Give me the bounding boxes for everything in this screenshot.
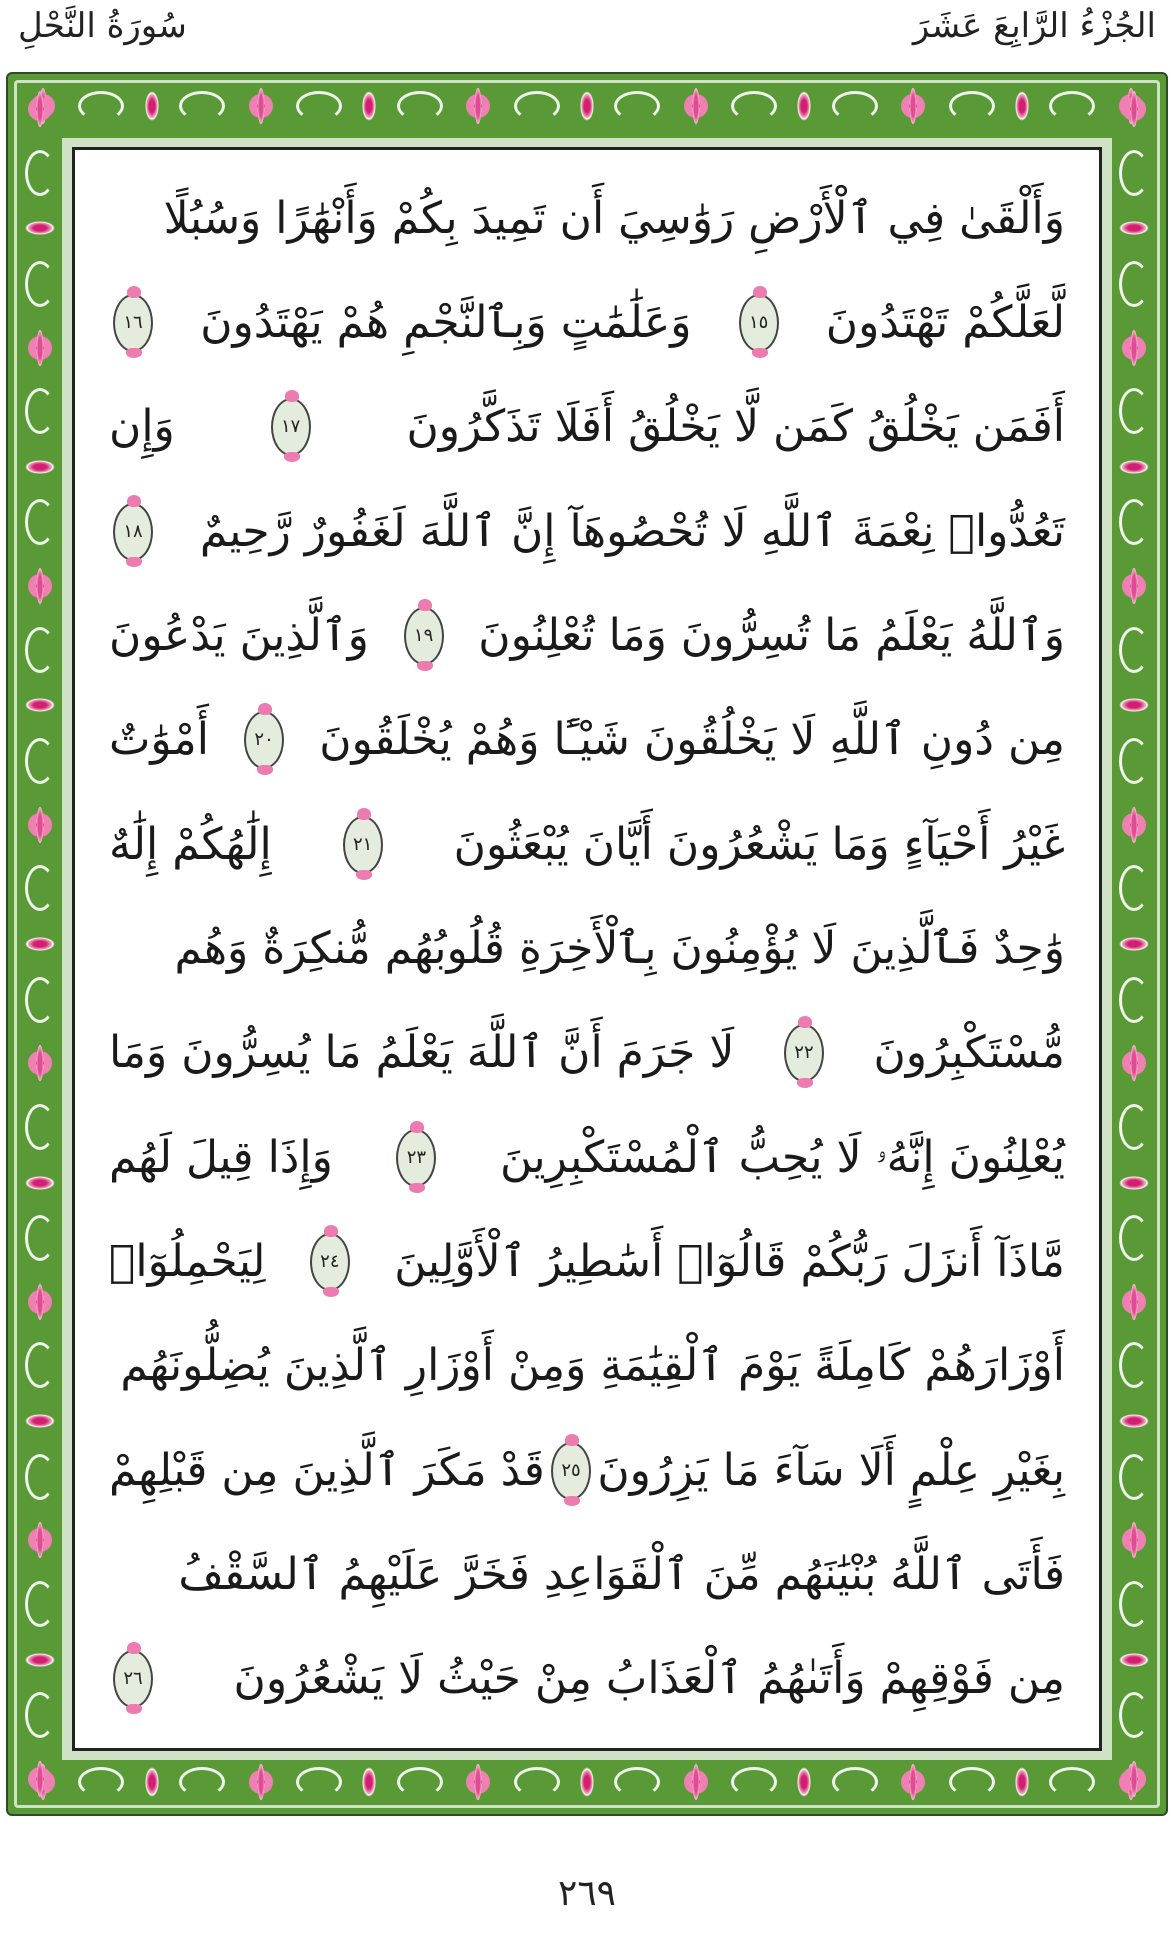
flower-icon (1119, 571, 1149, 601)
swirl-icon (949, 91, 995, 121)
bud-icon (145, 1767, 159, 1797)
swirl-icon (25, 865, 55, 911)
swirl-icon (1119, 738, 1149, 784)
swirl-icon (1119, 150, 1149, 196)
flower-icon (1119, 1287, 1149, 1317)
flower-icon (1119, 1764, 1149, 1794)
swirl-icon (614, 1767, 660, 1797)
ayah-number-marker: ١٦ (113, 294, 153, 352)
verse-text: لِيَحْمِلُوٓا۟ (109, 1235, 266, 1287)
swirl-icon (1049, 1767, 1095, 1797)
ayah-number-marker: ٢١ (343, 816, 383, 874)
bud-icon (1119, 1653, 1149, 1667)
bud-icon (1119, 460, 1149, 474)
verse-text: وَٰحِدٌ فَٱلَّذِينَ لَا يُؤْمِنُونَ بِٱلْأَخِرَةِ قُلُوبُهُم مُّنكِرَةٌ وَهُم (174, 922, 1065, 974)
ayah-number-marker: ٢٦ (113, 1650, 153, 1708)
bud-icon (1119, 937, 1149, 951)
ayah-number-marker: ٢٢ (784, 1024, 824, 1082)
swirl-icon (614, 91, 660, 121)
swirl-icon (397, 1767, 443, 1797)
flower-icon (1119, 333, 1149, 363)
swirl-icon (296, 1767, 342, 1797)
border-ornaments-top (28, 76, 1146, 136)
verse-text: لَّعَلَّكُمْ تَهْتَدُونَ (825, 296, 1065, 348)
verse-text: وَإِذَا قِيلَ لَهُم (109, 1131, 333, 1183)
ayah-number-marker: ١٥ (739, 294, 779, 352)
page-number: ٢٦٩ (557, 1873, 616, 1914)
swirl-icon (1119, 388, 1149, 434)
bud-icon (580, 1767, 594, 1797)
flower-icon (25, 1287, 55, 1317)
verse-line (109, 1422, 1065, 1519)
swirl-icon (1119, 1215, 1149, 1261)
bud-icon (25, 1653, 55, 1667)
swirl-icon (78, 91, 124, 121)
flower-icon (25, 1048, 55, 1078)
bud-icon (1119, 221, 1149, 235)
verse-line (109, 170, 1065, 267)
verse-line (109, 1318, 1065, 1415)
bud-icon (1119, 1414, 1149, 1428)
bud-icon (362, 1767, 376, 1797)
bud-icon (25, 1414, 55, 1428)
verse-text: وَإِن (109, 401, 175, 453)
verse-text: وَٱللَّهُ يَعْلَمُ مَا تُسِرُّونَ وَمَا تُعْلِنُونَ (478, 609, 1065, 661)
verse-text: وَعَلَٰمَٰتٍ وَبِٱلنَّجْمِ هُمْ يَهْتَدُونَ (200, 296, 692, 348)
swirl-icon (1119, 865, 1149, 911)
verse-text: أَوْزَارَهُمْ كَامِلَةً يَوْمَ ٱلْقِيَٰمَةِ وَمِنْ أَوْزَارِ ٱلَّذِينَ يُضِلُّونَهُم (120, 1340, 1065, 1392)
swirl-icon (296, 91, 342, 121)
border-ornaments-right (1104, 94, 1164, 1794)
flower-icon (681, 1767, 711, 1797)
swirl-icon (1119, 1581, 1149, 1627)
flower-icon (898, 91, 928, 121)
verse-line (109, 1213, 1065, 1310)
flower-icon (898, 1767, 928, 1797)
swirl-icon (25, 977, 55, 1023)
bud-icon (1015, 91, 1029, 121)
verse-text: بِغَيْرِ عِلْمٍ أَلَا سَآءَ مَا يَزِرُونَ (597, 1444, 1065, 1496)
swirl-icon (731, 91, 777, 121)
flower-icon (25, 1764, 55, 1794)
ayah-number-marker: ٢٤ (310, 1233, 350, 1291)
ayah-number-marker: ١٨ (113, 503, 153, 561)
swirl-icon (1119, 1104, 1149, 1150)
swirl-icon (1119, 261, 1149, 307)
swirl-icon (1119, 499, 1149, 545)
swirl-icon (25, 1454, 55, 1500)
swirl-icon (179, 91, 225, 121)
flower-icon (463, 91, 493, 121)
swirl-icon (25, 1342, 55, 1388)
swirl-icon (1119, 1454, 1149, 1500)
bud-icon (362, 91, 376, 121)
swirl-icon (25, 1692, 55, 1738)
swirl-icon (179, 1767, 225, 1797)
swirl-icon (514, 91, 560, 121)
verse-text: يُعْلِنُونَ إِنَّهُۥ لَا يُحِبُّ ٱلْمُسْتَكْبِرِينَ (499, 1131, 1065, 1183)
swirl-icon (832, 91, 878, 121)
swirl-icon (25, 627, 55, 673)
bud-icon (1015, 1767, 1029, 1797)
swirl-icon (25, 1104, 55, 1150)
flower-icon (1119, 1048, 1149, 1078)
verse-text: لَا جَرَمَ أَنَّ ٱللَّهَ يَعْلَمُ مَا يُسِرُّونَ وَمَا (109, 1027, 735, 1079)
swirl-icon (25, 499, 55, 545)
swirl-icon (949, 1767, 995, 1797)
swirl-icon (1119, 977, 1149, 1023)
verse-line (109, 274, 1065, 371)
flower-icon (25, 333, 55, 363)
verse-text: وَأَلْقَىٰ فِي ٱلْأَرْضِ رَوَٰسِيَ أَن تَمِيدَ بِكُمْ وَأَنْهَٰرًا وَسُبُلًا (163, 192, 1065, 244)
verse-text: أَمْوَٰتٌ (109, 714, 209, 766)
bud-icon (797, 1767, 811, 1797)
flower-icon (1119, 1525, 1149, 1555)
verse-text: غَيْرُ أَحْيَآءٍ وَمَا يَشْعُرُونَ أَيَّانَ يُبْعَثُونَ (453, 818, 1065, 870)
ayah-number-marker: ٢٣ (396, 1129, 436, 1187)
bud-icon (580, 91, 594, 121)
bud-icon (25, 221, 55, 235)
flower-icon (1119, 810, 1149, 840)
bud-icon (1119, 698, 1149, 712)
verse-line (109, 587, 1065, 684)
swirl-icon (731, 1767, 777, 1797)
ayah-number-marker: ١٧ (271, 398, 311, 456)
swirl-icon (25, 261, 55, 307)
verse-line (109, 1005, 1065, 1102)
flower-icon (681, 91, 711, 121)
verse-text: فَأَتَى ٱللَّهُ بُنْيَٰنَهُم مِّنَ ٱلْقَوَاعِدِ فَخَرَّ عَلَيْهِمُ ٱلسَّقْفُ (178, 1548, 1065, 1600)
verse-line (109, 379, 1065, 476)
verse-line (109, 900, 1065, 997)
bud-icon (25, 937, 55, 951)
verse-line (109, 1526, 1065, 1623)
swirl-icon (397, 91, 443, 121)
bud-icon (25, 1176, 55, 1190)
flower-icon (25, 571, 55, 601)
swirl-icon (1049, 91, 1095, 121)
border-ornaments-bottom (28, 1752, 1146, 1812)
flower-icon (1119, 94, 1149, 124)
ayah-number-marker: ٢٠ (244, 711, 284, 769)
text-panel (72, 147, 1102, 1751)
verse-line (109, 1109, 1065, 1206)
swirl-icon (514, 1767, 560, 1797)
border-ornaments-left (10, 94, 70, 1794)
verse-lines (75, 170, 1099, 1728)
verse-line (109, 796, 1065, 893)
swirl-icon (832, 1767, 878, 1797)
verse-text: مِن فَوْقِهِمْ وَأَتَىٰهُمُ ٱلْعَذَابُ مِنْ حَيْثُ لَا يَشْعُرُونَ (233, 1653, 1065, 1705)
verse-text: وَٱلَّذِينَ يَدْعُونَ (109, 609, 369, 661)
flower-icon (25, 1525, 55, 1555)
swirl-icon (25, 738, 55, 784)
swirl-icon (1119, 1692, 1149, 1738)
verse-text: أَفَمَن يَخْلُقُ كَمَن لَّا يَخْلُقُ أَفَلَا تَذَكَّرُونَ (406, 401, 1065, 453)
verse-text: مِن دُونِ ٱللَّهِ لَا يَخْلُقُونَ شَيْـًٔا وَهُمْ يُخْلَقُونَ (319, 714, 1065, 766)
verse-line (109, 483, 1065, 580)
ayah-number-marker: ٢٥ (551, 1442, 591, 1500)
swirl-icon (78, 1767, 124, 1797)
swirl-icon (25, 1581, 55, 1627)
flower-icon (25, 94, 55, 124)
flower-icon (246, 1767, 276, 1797)
bud-icon (797, 91, 811, 121)
verse-text: تَعُدُّوا۟ نِعْمَةَ ٱللَّهِ لَا تُحْصُوهَآ إِنَّ ٱللَّهَ لَغَفُورٌ رَّحِيمٌ (199, 505, 1065, 557)
flower-icon (463, 1767, 493, 1797)
ayah-number-marker: ١٩ (404, 607, 444, 665)
bud-icon (145, 91, 159, 121)
verse-line (109, 1631, 1065, 1728)
header-surah-title: سُورَةُ النَّحْلِ (18, 6, 187, 46)
verse-text: إِلَٰهُكُمْ إِلَٰهٌ (109, 818, 272, 870)
swirl-icon (1119, 627, 1149, 673)
swirl-icon (25, 1215, 55, 1261)
verse-line (109, 692, 1065, 789)
swirl-icon (25, 388, 55, 434)
bud-icon (25, 698, 55, 712)
swirl-icon (25, 150, 55, 196)
verse-text: مُّسْتَكْبِرُونَ (873, 1027, 1065, 1079)
verse-text: مَّاذَآ أَنزَلَ رَبُّكُمْ قَالُوٓا۟ أَسَٰطِيرُ ٱلْأَوَّلِينَ (394, 1235, 1065, 1287)
flower-icon (246, 91, 276, 121)
bud-icon (1119, 1176, 1149, 1190)
bud-icon (25, 460, 55, 474)
verse-text: قَدْ مَكَرَ ٱلَّذِينَ مِن قَبْلِهِمْ (109, 1444, 545, 1496)
header-juz-title: الجُزْءُ الرَّابِعَ عَشَرَ (912, 6, 1156, 46)
swirl-icon (1119, 1342, 1149, 1388)
flower-icon (25, 810, 55, 840)
